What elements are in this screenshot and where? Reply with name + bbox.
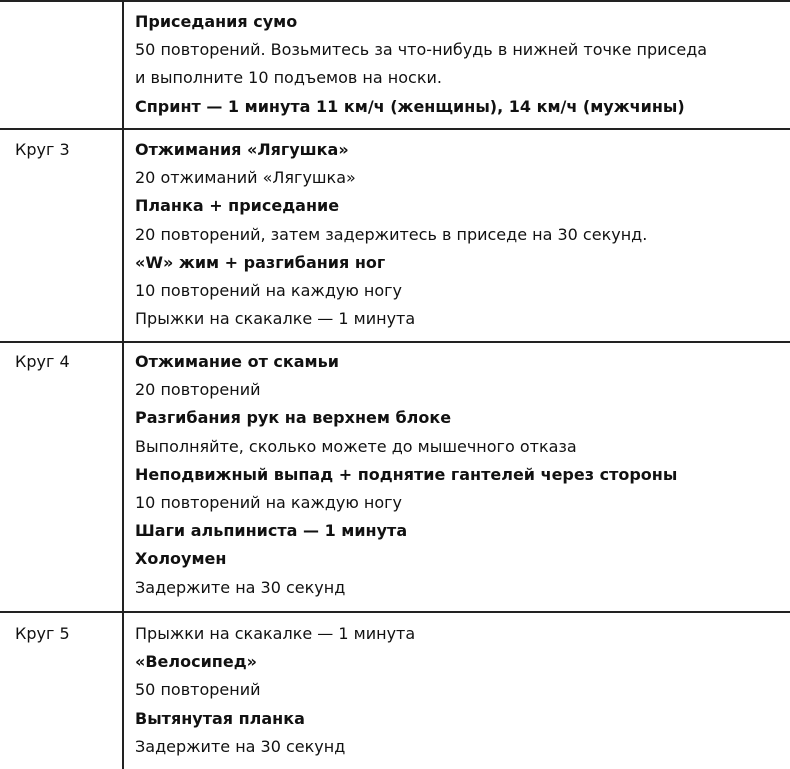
- round-content: [135, 620, 775, 761]
- exercise-detail: 10 повторений на каждую ногу: [135, 493, 403, 513]
- exercise-detail: 20 повторений, затем задержитесь в приседе на 30 секунд.: [135, 224, 648, 244]
- round-label: Круг 5: [15, 624, 70, 643]
- row-divider: [0, 128, 790, 130]
- exercise-detail: и выполните 10 подъемов на носки.: [135, 68, 442, 88]
- table-top-border: [0, 0, 790, 2]
- row-divider: [0, 341, 790, 343]
- row-divider: [0, 611, 790, 613]
- exercise-detail: Задержите на 30 секунд: [135, 736, 346, 756]
- round-label: Круг 3: [15, 140, 70, 159]
- exercise-title: Неподвижный выпад + поднятие гантелей через стороны: [135, 464, 678, 484]
- exercise-title: Приседания сумо: [135, 12, 298, 31]
- exercise-title: Планка + приседание: [135, 196, 340, 216]
- column-divider: [122, 0, 124, 769]
- exercise-detail: 50 повторений: [135, 680, 261, 700]
- round-content: [135, 8, 775, 121]
- exercise-title: «W» жим + разгибания ног: [135, 252, 386, 272]
- exercise-title: Вытянутая планка: [135, 708, 305, 728]
- exercise-title: Отжимания «Лягушка»: [135, 140, 349, 159]
- exercise-title: Шаги альпиниста — 1 минута: [135, 521, 408, 541]
- exercise-detail: 10 повторений на каждую ногу: [135, 281, 403, 301]
- exercise-title: Отжимание от скамьи: [135, 352, 339, 371]
- exercise-title: Холоумен: [135, 549, 227, 569]
- exercise-detail: 20 отжиманий «Лягушка»: [135, 168, 356, 188]
- round-content: [135, 136, 775, 333]
- exercise-title: Разгибания рук на верхнем блоке: [135, 408, 452, 428]
- round-content: [135, 348, 775, 602]
- exercise-detail: Задержите на 30 секунд: [135, 577, 346, 597]
- exercise-detail: 50 повторений. Возьмитесь за что-нибудь в нижней точке приседа: [135, 40, 708, 60]
- exercise-title: «Велосипед»: [135, 652, 257, 672]
- exercise-detail: Прыжки на скакалке — 1 минута: [135, 309, 416, 329]
- exercise-detail: Выполняйте, сколько можете до мышечного отказа: [135, 436, 577, 456]
- round-label: Круг 4: [15, 352, 70, 371]
- exercise-title: Спринт — 1 минута 11 км/ч (женщины), 14 км/ч (мужчины): [135, 96, 685, 116]
- exercise-detail: Прыжки на скакалке — 1 минута: [135, 624, 416, 643]
- exercise-detail: 20 повторений: [135, 380, 261, 400]
